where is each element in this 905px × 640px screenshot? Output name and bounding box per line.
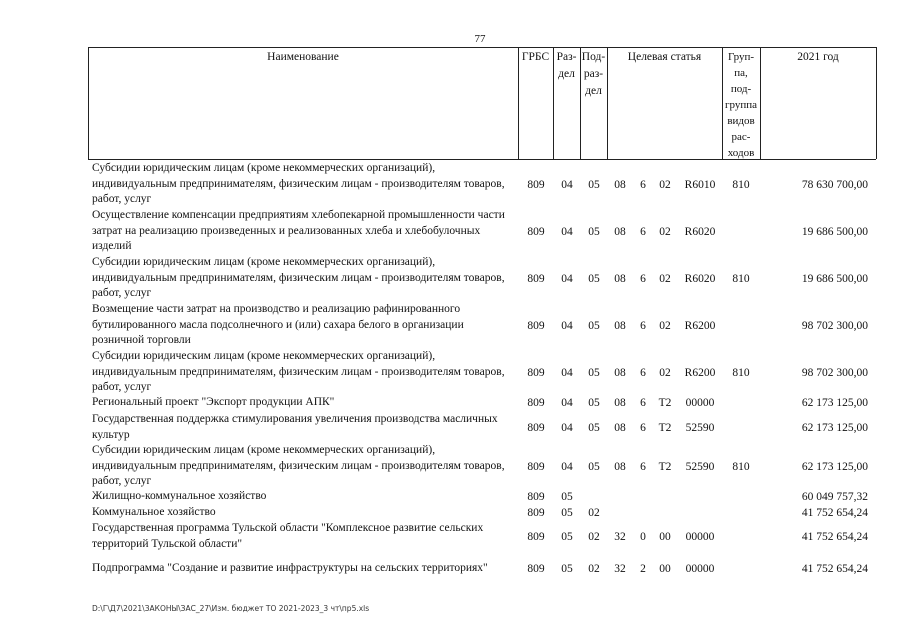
row-grbs: 809 <box>527 320 545 332</box>
row-cs-code: 52590 <box>685 422 715 434</box>
row-amount: 78 630 700,00 <box>801 179 868 191</box>
row-cs-subprogram: 6 <box>640 422 646 434</box>
row-podrazdel: 05 <box>588 273 600 285</box>
row-grbs: 809 <box>527 563 545 575</box>
row-grbs: 809 <box>527 491 545 503</box>
row-cs-code: R6200 <box>684 367 716 379</box>
header-gruppa-vidov-rashodov: Груп- па, под- группа видов рас- ходов <box>724 51 758 159</box>
row-name: Субсидии юридическим лицам (кроме некоммерческих организаций), индивидуальным предпринимателям, физическим лицам - производителям товаров, работ, услуг <box>92 256 505 299</box>
row-razdel: 04 <box>561 226 573 238</box>
row-name: Субсидии юридическим лицам (кроме некоммерческих организаций), индивидуальным предпринимателям, физическим лицам - производителям товаров, работ, услуг <box>92 444 505 487</box>
row-razdel: 04 <box>561 273 573 285</box>
row-cs-subprogram: 6 <box>640 179 646 191</box>
row-name: Государственная поддержка стимулирования увеличения производства масличных культур <box>92 413 498 441</box>
row-razdel: 04 <box>561 422 573 434</box>
row-podrazdel: 05 <box>588 422 600 434</box>
row-vid-rashodov: 810 <box>732 273 750 285</box>
row-name: Государственная программа Тульской области "Комплексное развитие сельских территорий Тульской области" <box>92 522 484 550</box>
row-name: Осуществление компенсации предприятиям хлебопекарной промышленности части затрат на реализацию произведенных и реализованных хлеба и хлебобулочных изделий <box>92 209 505 252</box>
header-podrazdel: Под- раз- дел <box>581 51 606 97</box>
row-razdel: 05 <box>561 531 573 543</box>
row-amount: 60 049 757,32 <box>801 491 868 503</box>
row-cs-event: Т2 <box>658 397 672 409</box>
row-name: Субсидии юридическим лицам (кроме некоммерческих организаций), индивидуальным предпринимателям, физическим лицам - производителям товаров, работ, услуг <box>92 350 505 393</box>
row-cs-event: 00 <box>659 531 671 543</box>
row-name: Субсидии юридическим лицам (кроме некоммерческих организаций), индивидуальным предпринимателям, физическим лицам - производителям товаров, работ, услуг <box>92 162 505 205</box>
row-podrazdel: 05 <box>588 320 600 332</box>
row-razdel: 04 <box>561 320 573 332</box>
header-name: Наименование <box>267 51 339 63</box>
row-cs-program: 08 <box>614 226 626 238</box>
row-grbs: 809 <box>527 273 545 285</box>
row-podrazdel: 02 <box>588 563 600 575</box>
row-cs-event: 02 <box>659 273 671 285</box>
row-name: Коммунальное хозяйство <box>92 506 216 518</box>
row-grbs: 809 <box>527 179 545 191</box>
row-grbs: 809 <box>527 367 545 379</box>
row-name: Региональный проект "Экспорт продукции АПК" <box>92 396 335 408</box>
row-cs-event: Т2 <box>658 461 672 473</box>
row-cs-event: 02 <box>659 320 671 332</box>
row-podrazdel: 05 <box>588 397 600 409</box>
row-razdel: 05 <box>561 563 573 575</box>
row-cs-code: 00000 <box>685 563 715 575</box>
row-cs-code: 00000 <box>685 397 715 409</box>
row-cs-event: 00 <box>659 563 671 575</box>
row-cs-code: R6020 <box>684 273 716 285</box>
row-cs-program: 32 <box>614 531 626 543</box>
row-cs-program: 08 <box>614 273 626 285</box>
row-razdel: 04 <box>561 397 573 409</box>
row-cs-subprogram: 6 <box>640 367 646 379</box>
row-cs-code: R6010 <box>684 179 716 191</box>
header-year: 2021 год <box>797 51 839 63</box>
header-celevaya-statya: Целевая статья <box>627 51 702 63</box>
row-cs-subprogram: 6 <box>640 320 646 332</box>
row-podrazdel: 02 <box>588 507 600 519</box>
row-grbs: 809 <box>527 226 545 238</box>
row-amount: 98 702 300,00 <box>801 367 868 379</box>
row-amount: 62 173 125,00 <box>801 397 868 409</box>
row-name: Подпрограмма "Создание и развитие инфраструктуры на сельских территориях" <box>92 562 488 574</box>
row-amount: 19 686 500,00 <box>801 226 868 238</box>
header-razdel: Раз- дел <box>556 51 577 80</box>
row-vid-rashodov: 810 <box>732 367 750 379</box>
row-amount: 41 752 654,24 <box>801 531 868 543</box>
row-cs-program: 32 <box>614 563 626 575</box>
row-vid-rashodov: 810 <box>732 179 750 191</box>
row-podrazdel: 05 <box>588 179 600 191</box>
row-podrazdel: 05 <box>588 226 600 238</box>
row-podrazdel: 02 <box>588 531 600 543</box>
header-grbs: ГРБС <box>521 51 550 63</box>
row-cs-subprogram: 2 <box>640 563 646 575</box>
row-vid-rashodov: 810 <box>732 461 750 473</box>
row-cs-program: 08 <box>614 367 626 379</box>
row-cs-program: 08 <box>614 422 626 434</box>
row-amount: 41 752 654,24 <box>801 507 868 519</box>
row-razdel: 04 <box>561 179 573 191</box>
row-cs-subprogram: 6 <box>640 273 646 285</box>
row-cs-event: 02 <box>659 226 671 238</box>
row-razdel: 05 <box>561 507 573 519</box>
row-grbs: 809 <box>527 461 545 473</box>
row-name: Жилищно-коммунальное хозяйство <box>92 490 267 502</box>
row-grbs: 809 <box>527 507 545 519</box>
row-cs-code: 00000 <box>685 531 715 543</box>
page-number: 77 <box>474 33 486 45</box>
row-cs-code: R6020 <box>684 226 716 238</box>
row-amount: 41 752 654,24 <box>801 563 868 575</box>
row-name: Возмещение части затрат на производство и реализацию рафинированного бутилированного масла подсолнечного и (или) сахара белого в организации розничной торговли <box>92 303 464 346</box>
row-amount: 98 702 300,00 <box>801 320 868 332</box>
row-razdel: 04 <box>561 461 573 473</box>
row-amount: 19 686 500,00 <box>801 273 868 285</box>
row-cs-subprogram: 6 <box>640 226 646 238</box>
row-grbs: 809 <box>527 422 545 434</box>
row-cs-code: R6200 <box>684 320 716 332</box>
row-razdel: 04 <box>561 367 573 379</box>
row-amount: 62 173 125,00 <box>801 422 868 434</box>
row-cs-code: 52590 <box>685 461 715 473</box>
row-cs-subprogram: 6 <box>640 397 646 409</box>
row-cs-program: 08 <box>614 397 626 409</box>
row-cs-program: 08 <box>614 461 626 473</box>
footer-file-path: D:\Г\Д7\2021\ЗАКОНЫ\ЗАС_27\Изм. бюджет ТО 2021-2023_3 чт\пр5.xls <box>92 604 370 613</box>
row-amount: 62 173 125,00 <box>801 461 868 473</box>
row-cs-subprogram: 6 <box>640 461 646 473</box>
row-podrazdel: 05 <box>588 367 600 379</box>
row-razdel: 05 <box>561 491 573 503</box>
row-cs-subprogram: 0 <box>640 531 646 543</box>
row-cs-event: 02 <box>659 179 671 191</box>
col-border <box>876 47 877 159</box>
row-cs-event: Т2 <box>658 422 672 434</box>
row-grbs: 809 <box>527 397 545 409</box>
row-cs-program: 08 <box>614 179 626 191</box>
row-cs-event: 02 <box>659 367 671 379</box>
row-podrazdel: 05 <box>588 461 600 473</box>
row-grbs: 809 <box>527 531 545 543</box>
table-top-border <box>88 47 876 48</box>
row-cs-program: 08 <box>614 320 626 332</box>
